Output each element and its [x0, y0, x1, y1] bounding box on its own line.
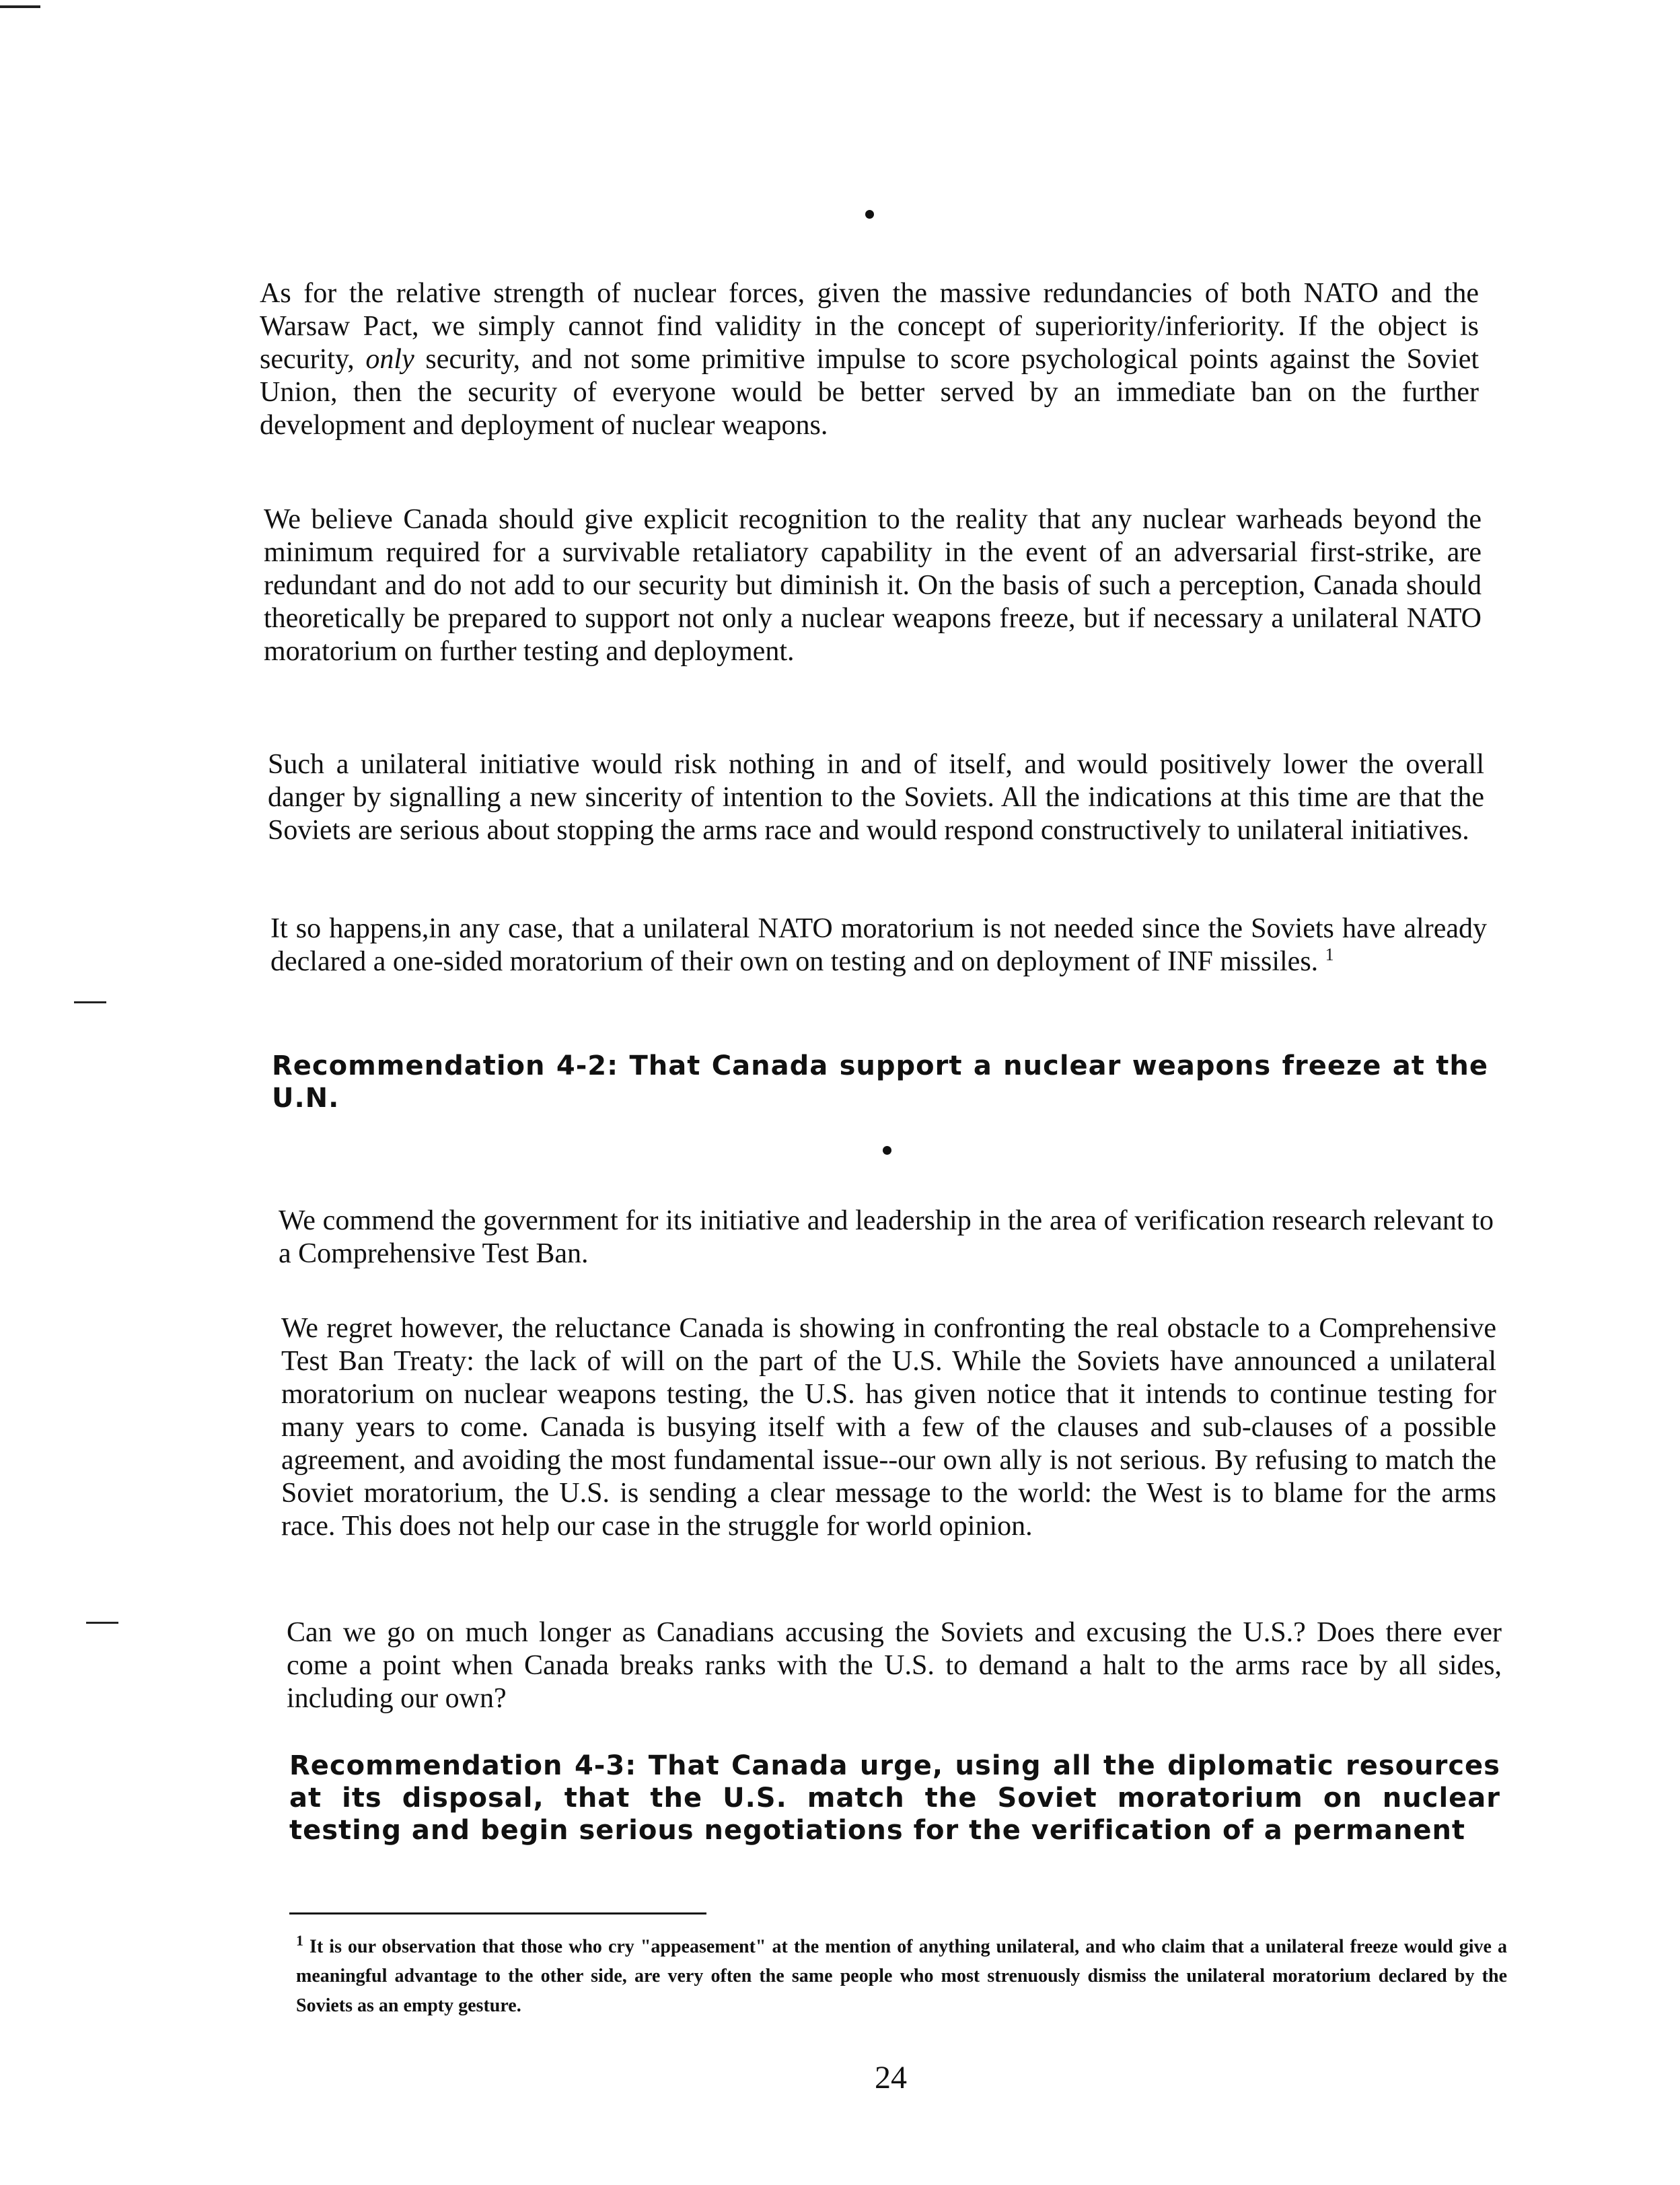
paragraph-regret-reluctance — [281, 1312, 1496, 1543]
paragraph-4-text: It so happens,in any case, that a unilateral NATO moratorium is not needed since the Soviets have already declared a one-sided moratorium of their own on testing and on deployment of INF missiles. — [270, 913, 1487, 977]
paragraph-1-emphasis: only — [365, 344, 414, 375]
paragraph-3-text: Such a unilateral initiative would risk nothing in and of itself, and would positively lower the overall danger by signalling a new sincerity of intention to the Soviets. All the indications at this time are that the Soviets are serious about stopping the arms race and would respond constructively to unilateral initiatives. — [268, 749, 1484, 846]
recommendation-4-2-label: Recommendation 4-2: — [272, 1050, 619, 1081]
bullet-dot-middle — [883, 1146, 891, 1155]
paragraph-7-text: Can we go on much longer as Canadians accusing the Soviets and excusing the U.S.? Does there ever come a point when Canada breaks ranks with the U.S. to demand a halt to the arms race by all sides, including our own? — [287, 1617, 1502, 1714]
bullet-dot-top — [865, 210, 874, 219]
footnote-marker: 1 — [296, 1932, 303, 1949]
scan-mark-left-2 — [86, 1622, 118, 1624]
footnote-reference: 1 — [1325, 945, 1334, 964]
paragraph-1-text: As for the relative strength of nuclear forces, given the massive redundancies of both NATO and the Warsaw Pact, we simply cannot find validity in the concept of superiority/inferiority. If the object is security, — [260, 278, 1479, 375]
recommendation-4-2 — [272, 1050, 1488, 1114]
paragraph-1-tail: security, and not some primitive impulse to score psychological points against the Soviet Union, then the security of everyone would be better served by an immediate ban on the further development and deployment of nuclear weapons. — [260, 344, 1480, 441]
recommendation-4-3 — [289, 1750, 1500, 1847]
recommendation-4-2-text: That Canada support a nuclear weapons freeze at the U.N. — [272, 1050, 1488, 1114]
recommendation-4-3-text: That Canada urge, using all the diplomatic resources at its disposal, that the U.S. match the Soviet moratorium on nuclear testing and begin serious negotiations for the verification of a permanent — [289, 1750, 1500, 1846]
scan-mark-left-1 — [74, 1001, 106, 1003]
footnote-separator — [289, 1912, 706, 1914]
paragraph-canadians-accusing — [287, 1616, 1502, 1715]
footnote — [296, 1926, 1507, 2021]
paragraph-5-text: We commend the government for its initiative and leadership in the area of verification research relevant to a Comprehensive Test Ban. — [279, 1205, 1494, 1269]
recommendation-4-3-label: Recommendation 4-3: — [289, 1750, 637, 1781]
paragraph-explicit-recognition — [264, 503, 1482, 668]
paragraph-6-text: We regret however, the reluctance Canada is showing in confronting the real obstacle to a Comprehensive Test Ban Treaty: the lack of will on the part of the U.S. While the Soviets have announced a unilateral moratorium on nuclear weapons testing, the U.S. has given notice that it intends to continue testing for many years to come. Canada is busying itself with a few of the clauses and sub-clauses of a possible agreement, and avoiding the most fundamental issue--our own ally is not serious. By refusing to match the Soviet moratorium, the U.S. is sending a clear message to the world: the West is to blame for the arms race. This does not help our case in the struggle for world opinion. — [281, 1313, 1496, 1542]
paragraph-2-text: We believe Canada should give explicit recognition to the reality that any nuclear warheads beyond the minimum required for a survivable retaliatory capability in the event of an adversarial first-strike, are redundant and do not add to our security but diminish it. On the basis of such a perception, Canada should theoretically be prepared to support not only a nuclear weapons freeze, but if necessary a unilateral NATO moratorium on further testing and deployment. — [264, 504, 1482, 667]
page-number: 24 — [875, 2060, 907, 2096]
paragraph-unilateral-initiative — [268, 748, 1484, 847]
scan-mark-top-left — [0, 5, 40, 8]
paragraph-nato-moratorium — [270, 912, 1487, 978]
footnote-text: It is our observation that those who cry "appeasement" at the mention of anything unilateral, and who claim that a unilateral freeze would give a meaningful advantage to the other side, are very often the same people who most strenuously dismiss the unilateral moratorium declared by the Soviets as an empty gesture. — [296, 1936, 1508, 2017]
paragraph-relative-strength — [260, 277, 1479, 442]
paragraph-commend-government — [279, 1205, 1494, 1270]
